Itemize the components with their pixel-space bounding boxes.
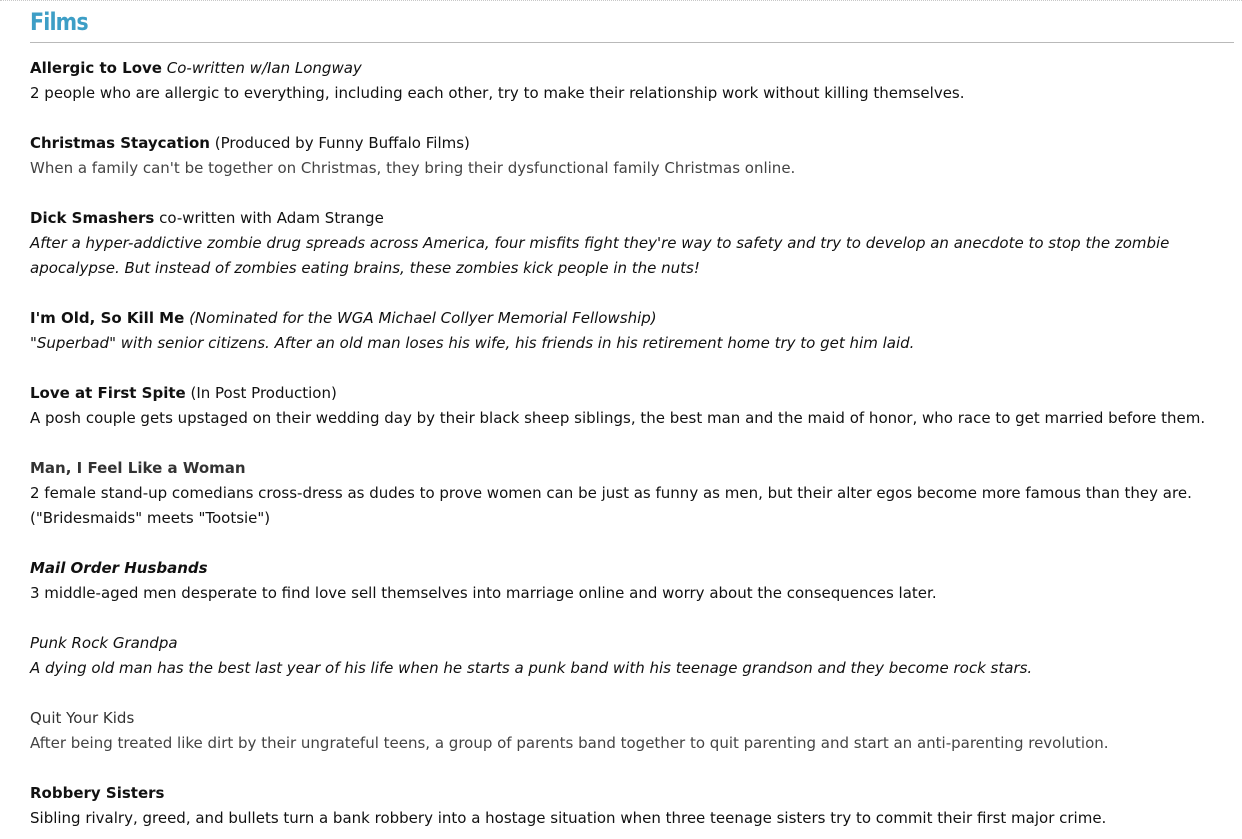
film-title: Allergic to Love [30, 59, 162, 77]
title-divider [30, 42, 1234, 43]
film-logline: "Superbad" with senior citizens. After an old man loses his wife, his friends in his retirement home try to get him laid. [30, 334, 915, 352]
film-logline: 3 middle-aged men desperate to find love sell themselves into marriage online and worry about the consequences later. [30, 584, 937, 602]
film-note: co-written with Adam Strange [159, 209, 384, 227]
films-section [30, 6, 1234, 831]
film-note: (Produced by Funny Buffalo Films) [214, 134, 470, 152]
film-note: Co-written w/Ian Longway [166, 59, 362, 77]
film-logline: After a hyper-addictive zombie drug spreads across America, four misfits fight they're way to safety and try to develop an anecdote to stop the zombie apocalypse. But instead of zombies eating brains, these zombies kick people in the nuts! [30, 234, 1170, 277]
film-entry [30, 556, 1234, 606]
film-logline: After being treated like dirt by their ungrateful teens, a group of parents band together to quit parenting and start an anti-parenting revolution. [30, 734, 1109, 752]
film-logline: 2 female stand-up comedians cross-dress as dudes to prove women can be just as funny as men, but their alter egos become more famous than they are. [30, 484, 1192, 502]
film-header [30, 306, 1234, 331]
film-note: (Nominated for the WGA Michael Collyer Memorial Fellowship) [189, 309, 657, 327]
film-title: Dick Smashers [30, 209, 155, 227]
film-logline: When a family can't be together on Christmas, they bring their dysfunctional family Christmas online. [30, 159, 796, 177]
film-title: Love at First Spite [30, 384, 186, 402]
film-header [30, 131, 1234, 156]
film-title: Quit Your Kids [30, 709, 135, 727]
film-header [30, 206, 1234, 231]
top-dotted-divider [0, 0, 1242, 1]
film-entry [30, 306, 1234, 356]
film-logline-extra: ("Bridesmaids" meets "Tootsie") [30, 509, 271, 527]
film-note: (In Post Production) [190, 384, 337, 402]
film-entry [30, 781, 1234, 831]
film-entry [30, 706, 1234, 756]
film-entry [30, 456, 1234, 531]
film-header [30, 781, 1234, 806]
film-title: Punk Rock Grandpa [30, 634, 178, 652]
film-logline: Sibling rivalry, greed, and bullets turn a bank robbery into a hostage situation when three teenage sisters try to commit their first major crime. [30, 809, 1107, 827]
film-logline: A posh couple gets upstaged on their wedding day by their black sheep siblings, the best man and the maid of honor, who race to get married before them. [30, 409, 1206, 427]
film-title: Mail Order Husbands [30, 559, 208, 577]
film-title: I'm Old, So Kill Me [30, 309, 185, 327]
film-title: Robbery Sisters [30, 784, 165, 802]
film-entry [30, 631, 1234, 681]
film-header [30, 631, 1234, 656]
film-header [30, 556, 1234, 581]
section-title: Films [30, 8, 88, 36]
film-entry [30, 131, 1234, 181]
film-title: Christmas Staycation [30, 134, 210, 152]
film-entry [30, 56, 1234, 106]
film-entry [30, 206, 1234, 281]
film-entry [30, 381, 1234, 431]
film-header [30, 381, 1234, 406]
film-header [30, 56, 1234, 81]
film-header [30, 456, 1234, 481]
film-title: Man, I Feel Like a Woman [30, 459, 246, 477]
film-logline: 2 people who are allergic to everything, including each other, try to make their relationship work without killing themselves. [30, 84, 965, 102]
film-header [30, 706, 1234, 731]
film-logline: A dying old man has the best last year of his life when he starts a punk band with his teenage grandson and they become rock stars. [30, 659, 1033, 677]
